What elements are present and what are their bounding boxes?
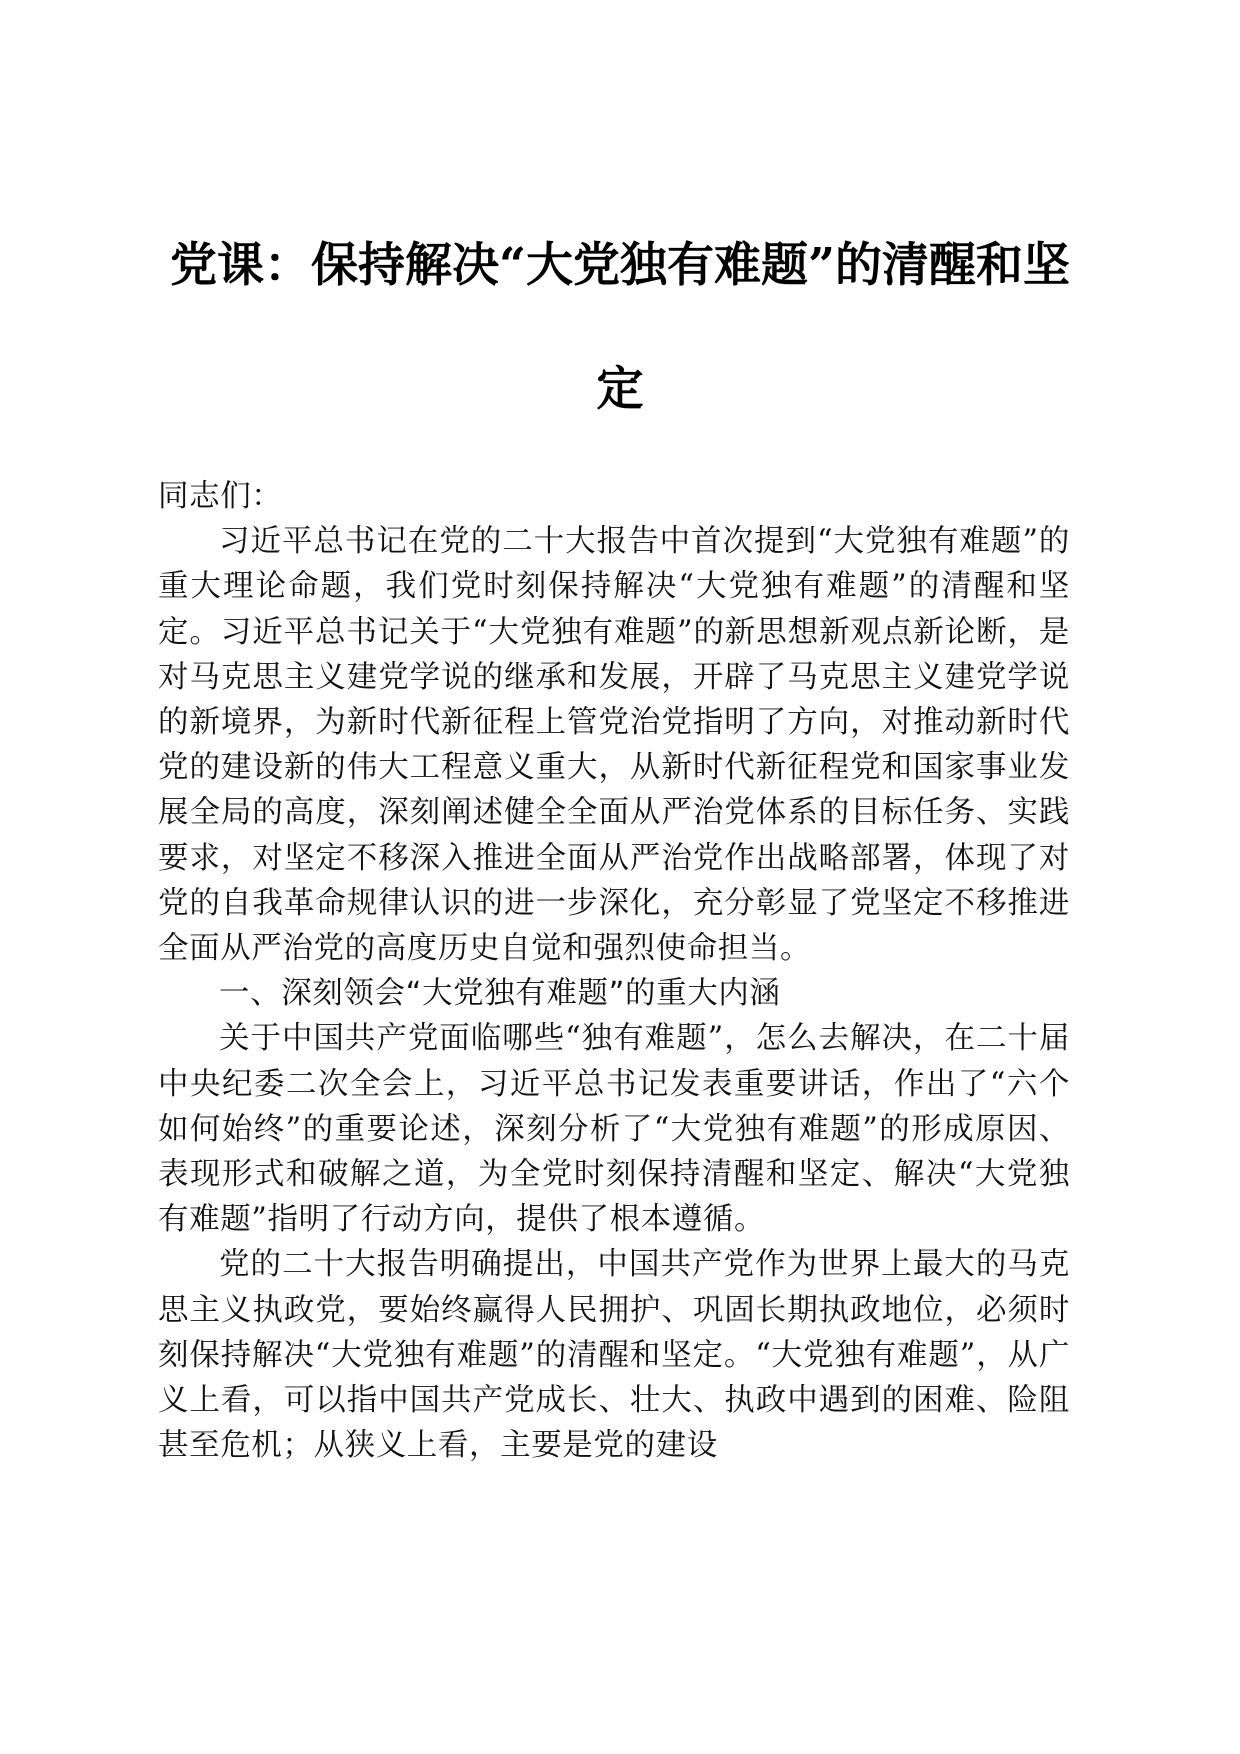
paragraph: 党的二十大报告明确提出，中国共产党作为世界上最大的马克思主义执政党，要始终赢得人民拥护、巩固长期执政地位，必须时刻保持解决“大党独有难题”的清醒和坚定。“大党独有难题”，从广义上看，可以指中国共产党成长、壮大、执政中遇到的困难、险阻甚至危机；从狭义上看，主要是党的建设 (158, 1247, 1070, 1464)
paragraph: 习近平总书记在党的二十大报告中首次提到“大党独有难题”的重大理论命题，我们党时刻保持解决“大党独有难题”的清醒和坚定。习近平总书记关于“大党独有难题”的新思想新观点新论断，是对马克思主义建党学说的继承和发展，开辟了马克思主义建党学说的新境界，为新时代新征程上管党治党指明了方向，对推动新时代党的建设新的伟大工程意义重大，从新时代新征程党和国家事业发展全局的高度，深刻阐述健全全面从严治党体系的目标任务、实践要求，对坚定不移深入推进全面从严治党作出战略部署，体现了对党的自我革命规律认识的进一步深化，充分彰显了党坚定不移推进全面从严治党的高度历史自觉和强烈使命担当。 (158, 524, 1070, 967)
salutation: 同志们： (158, 479, 283, 514)
document-body (158, 474, 1070, 1468)
section-heading: 一、深刻领会“大党独有难题”的重大内涵 (219, 976, 781, 1012)
document-title-line-1: 党课：保持解决“大党独有难题”的清醒和坚 (169, 238, 1071, 293)
paragraph: 关于中国共产党面临哪些“独有难题”，怎么去解决，在二十届中央纪委二次全会上，习近平总书记发表重要讲话，作出了“六个如何始终”的重要论述，深刻分析了“大党独有难题”的形成原因、表现形式和破解之道，为全党时刻保持清醒和坚定、解决“大党独有难题”指明了行动方向，提供了根本遵循。 (158, 1021, 1070, 1238)
document-title-line-2: 定 (596, 362, 644, 417)
